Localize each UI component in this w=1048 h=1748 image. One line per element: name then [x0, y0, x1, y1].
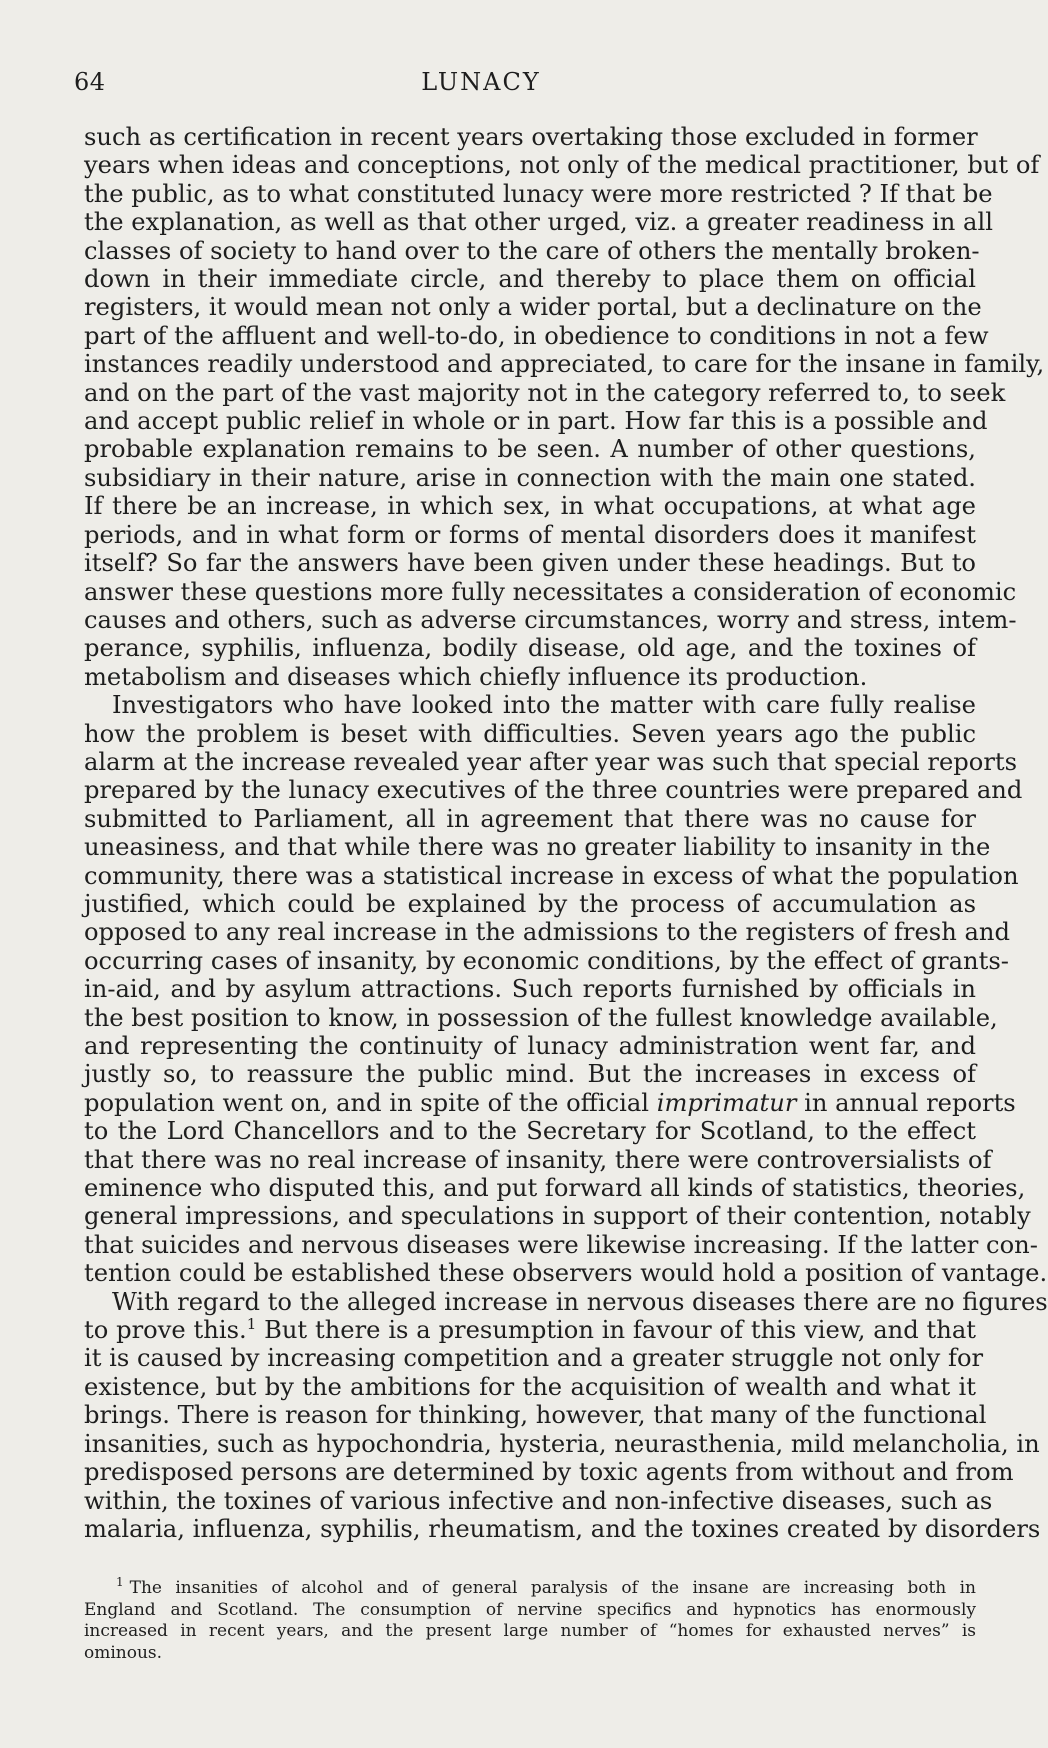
text-line: down in their immediate circle, and thereby to place them on official	[84, 265, 976, 294]
text-line: instances readily understood and appreciated, to care for the insane in family,	[84, 350, 1045, 379]
text-line: that suicides and nervous diseases were likewise increasing. If the latter con-	[84, 1230, 1038, 1259]
footnote-line: ominous.	[84, 1642, 163, 1663]
text-line: itself? So far the answers have been given under these headings. But to	[84, 549, 976, 578]
text-line: the explanation, as well as that other urged, viz. a greater readiness in all	[84, 208, 993, 237]
text-line: justified, which could be explained by the process of accumulation as	[84, 889, 976, 918]
footnote-line: $^1$ The insanities of alcohol and of general paralysis of the insane are increasing both in	[116, 1575, 976, 1598]
imprimatur-italic: imprimatur	[656, 1088, 797, 1117]
text-line: how the problem is beset with difficulties. Seven years ago the public	[84, 719, 976, 748]
text-line: community, there was a statistical increase in excess of what the population	[84, 861, 1019, 890]
text-line: If there be an increase, in which sex, in what occupations, at what age	[84, 492, 976, 521]
text-line: to the Lord Chancellors and to the Secretary for Scotland, to the effect	[84, 1117, 976, 1146]
text-line: such as certification in recent years overtaking those excluded in former	[84, 123, 978, 151]
page-header	[74, 68, 888, 108]
text-line: to prove this.$^1$ But there is a presumption in favour of this view, and that	[84, 1315, 976, 1345]
text-line: and on the part of the vast majority not in the category referred to, to seek	[84, 378, 1006, 407]
text-line: part of the affluent and well-to-do, in obedience to conditions in not a few	[84, 321, 989, 350]
paragraph-3	[84, 1287, 1048, 1544]
paragraph-2	[84, 691, 1048, 1288]
running-head: LUNACY	[421, 68, 541, 96]
text-line: within, the toxines of various infective and non-infective diseases, such as	[84, 1486, 993, 1515]
text-line: predisposed persons are determined by toxic agents from without and from	[84, 1458, 1014, 1487]
text-line: causes and others, such as adverse circumstances, worry and stress, intem-	[84, 605, 1017, 634]
text-line: population went on, and in spite of the official imprimatur in annual reports	[84, 1088, 1016, 1117]
footnote-marker[interactable]: 1	[246, 1315, 257, 1333]
text-line: metabolism and diseases which chiefly influence its production.	[84, 662, 868, 691]
footnote-line: increased in recent years, and the present large number of “homes for exhausted nerves” is	[84, 1621, 976, 1641]
text-line: periods, and in what form or forms of mental disorders does it manifest	[84, 520, 976, 549]
text-line: prepared by the lunacy executives of the three countries were prepared and	[84, 776, 1023, 805]
text-line: submitted to Parliament, all in agreement that there was no cause for	[84, 804, 976, 833]
footnote-number: 1	[116, 1575, 124, 1590]
text-line: brings. There is reason for thinking, however, that many of the functional	[84, 1401, 987, 1430]
text-line: subsidiary in their nature, arise in connection with the main one stated.	[84, 463, 976, 492]
text-line: justly so, to reassure the public mind. But the increases in excess of	[84, 1060, 976, 1089]
text-line: uneasiness, and that while there was no greater liability to insanity in the	[84, 833, 991, 862]
text-line: answer these questions more fully necessitates a consideration of economic	[84, 577, 1017, 606]
text-line: it is caused by increasing competition and a greater struggle not only for	[84, 1344, 984, 1373]
text-line: general impressions, and speculations in support of their contention, notably	[84, 1202, 1031, 1231]
text-line: that there was no real increase of insanity, there were controversialists of	[84, 1145, 992, 1174]
text-line: the public, as to what constituted lunacy were more restricted ? If that be	[84, 179, 993, 208]
footnote	[84, 1575, 976, 1664]
text-line: tention could be established these observers would hold a position of vantage.	[84, 1259, 1048, 1288]
paragraph-1	[84, 123, 1045, 691]
text-line: opposed to any real increase in the admissions to the registers of fresh and	[84, 918, 1010, 947]
text-line: malaria, influenza, syphilis, rheumatism, and the toxines created by disorders	[84, 1514, 1041, 1543]
text-line: alarm at the increase revealed year after year was such that special reports	[84, 747, 1018, 776]
text-line: Investigators who have looked into the matter with care fully realise	[112, 691, 976, 720]
text-line: existence, but by the ambitions for the acquisition of wealth and what it	[84, 1372, 976, 1401]
text-line: and accept public relief in whole or in part. How far this is a possible and	[84, 407, 988, 436]
text-line: eminence who disputed this, and put forward all kinds of statistics, theories,	[84, 1174, 1026, 1203]
body-text	[84, 123, 1048, 1543]
text-line: in-aid, and by asylum attractions. Such reports furnished by officials in	[84, 975, 976, 1004]
text-line: registers, it would mean not only a wider portal, but a declinature on the	[84, 293, 982, 322]
text-line: occurring cases of insanity, by economic conditions, by the effect of grants-	[84, 946, 1009, 975]
page-number: 64	[74, 68, 106, 96]
text-line: and representing the continuity of lunacy administration went far, and	[84, 1032, 976, 1060]
text-line: probable explanation remains to be seen. A number of other questions,	[84, 435, 976, 464]
text-line: years when ideas and conceptions, not only of the medical practitioner, but of	[84, 151, 1040, 180]
text-line: the best position to know, in possession of the fullest knowledge available,	[84, 1003, 998, 1032]
text-line: With regard to the alleged increase in nervous diseases there are no figures	[112, 1287, 1048, 1316]
text-line: classes of society to hand over to the care of others the mentally broken-	[84, 236, 980, 265]
footnote-line: England and Scotland. The consumption of nervine specifics and hypnotics has enormously	[84, 1599, 976, 1620]
text-line: insanities, such as hypochondria, hysteria, neurasthenia, mild melancholia, in	[84, 1429, 1040, 1458]
text-line: perance, syphilis, influenza, bodily disease, old age, and the toxines of	[84, 634, 976, 663]
